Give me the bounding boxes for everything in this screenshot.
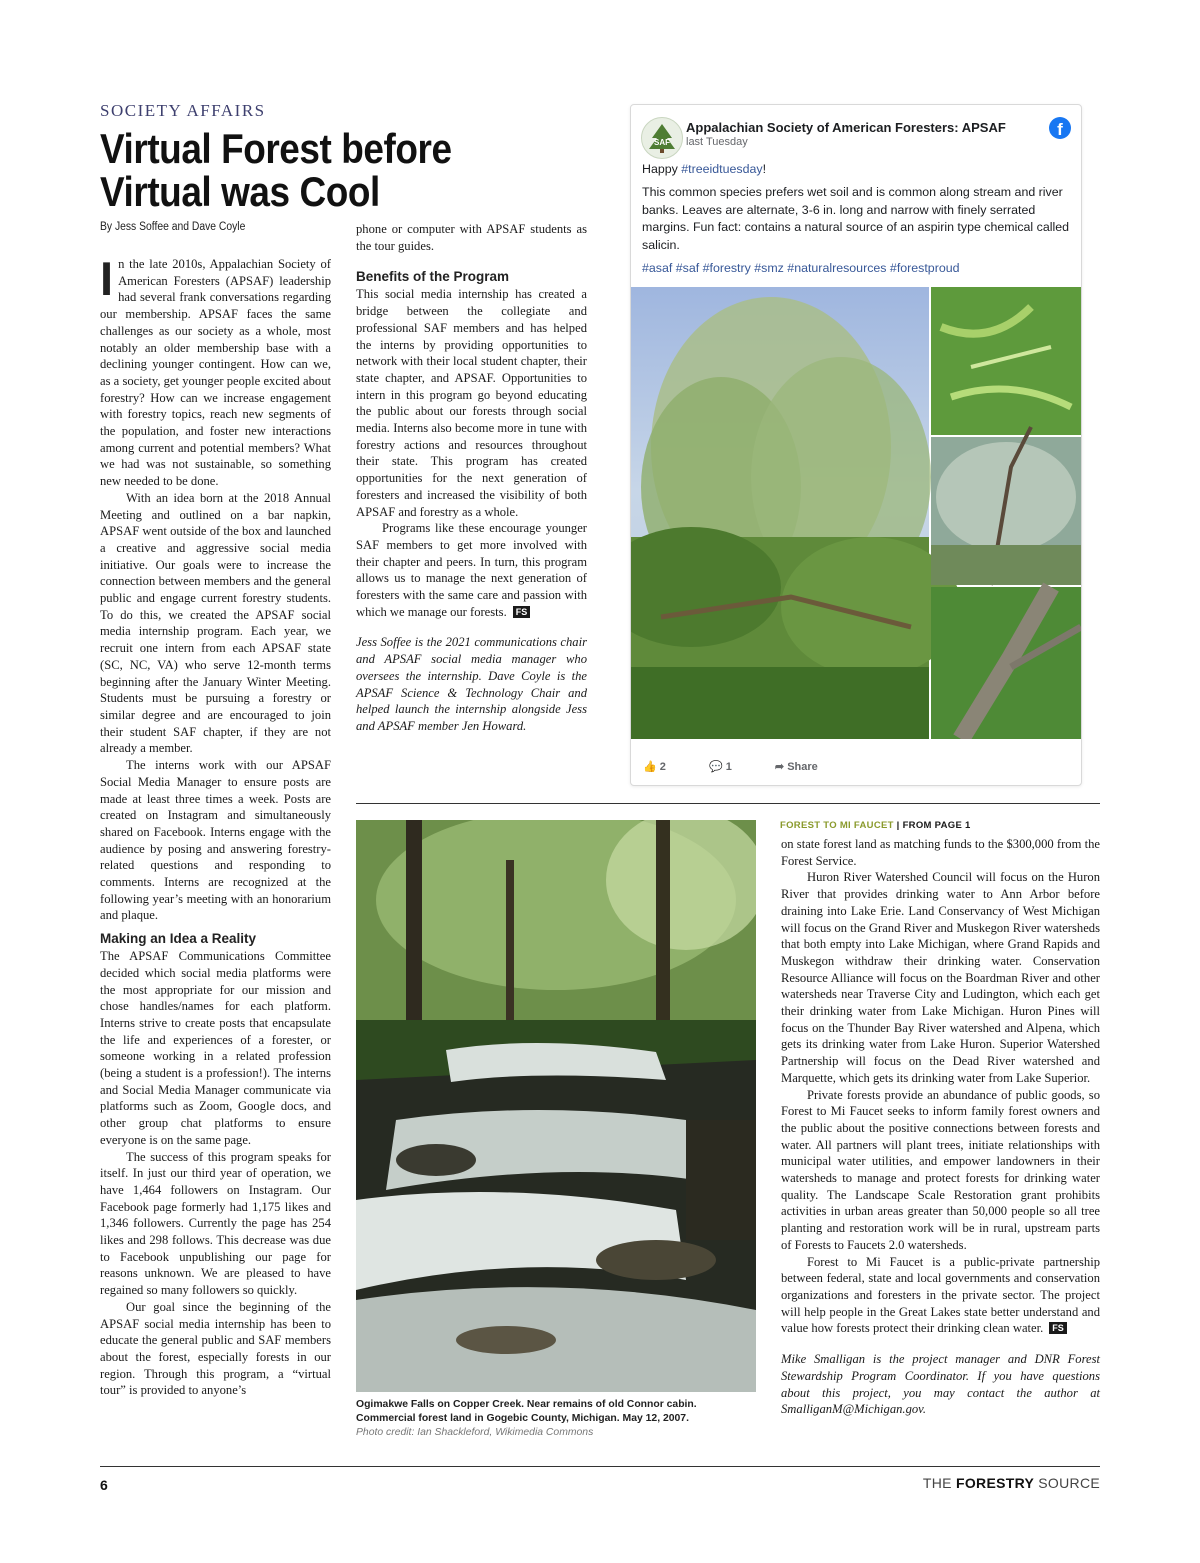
article-paragraph: Private forests provide an abundance of public goods, so Forest to Mi Faucet seeks to inform family forest owners and the public about the positive connections between forests and water. All partners will plant trees, initiate relationships with municipal water utilities, and empower landowners in their watersheds to manage and protect forests for drinking water quality. The Landscape Scale Restoration grant prohibits activities in urban areas greater than 50,000 people so all tree planting and restoration work will be in rural, upstream parts of Forests to Faucets 2.0 watersheds. bbox=[781, 1087, 1100, 1252]
article-column-1 bbox=[100, 252, 331, 1399]
facebook-icon: f bbox=[1049, 117, 1071, 139]
article-paragraph: The interns work with our APSAF Social Media Manager to ensure posts are made at least three times a week. Posts are created on Instagram and simultaneously shared on Facebook. Interns engage with the audience by posing and answering forestry-related questions and responding to comments. Interns are recognized at the following year’s meeting with an honorarium and plaque. bbox=[100, 758, 331, 923]
jump-header: FOREST TO MI FAUCET | FROM PAGE 1 bbox=[780, 820, 971, 831]
article-paragraph: phone or computer with APSAF students as the tour guides. bbox=[356, 222, 587, 253]
fb-post-body: This common species prefers wet soil and is common along stream and river banks. Leaves are alternate, 3-6 in. long and narrow with finely serrated margins. Fun fact: contains a natural source of an aspirin type chemical called salicin. bbox=[642, 185, 1070, 252]
fb-photo-collage[interactable] bbox=[631, 287, 1081, 739]
fb-timestamp[interactable]: last Tuesday bbox=[686, 136, 748, 148]
section-kicker: SOCIETY AFFAIRS bbox=[100, 101, 266, 120]
article-paragraph: Huron River Watershed Council will focus on the Huron River that provides drinking water to Ann Arbor before draining into Lake Erie. Land Conservancy of West Michigan will focus on the Grand River and Muskegon River watersheds that both empty into Lake Michigan, where Grand Rapids and Muskegon withdraw their drinking water. Conservation Resource Alliance will focus on the Boardman River and other watersheds near Traverse City and Ludington, which each get their drinking water from Lake Michigan. Huron Pines will focus on the Thunder Bay River watershed and Alpena, which gets its drinking water from Lake Huron. Superior Watershed Partnership will focus on the Dead River watershed and Marquette, which gets its drinking water from Lake Superior. bbox=[781, 870, 1100, 1085]
jump-story-label: FOREST TO MI FAUCET bbox=[780, 820, 894, 831]
article-headline: Virtual Forest before Virtual was Cool bbox=[100, 125, 452, 215]
author-bio: Jess Soffee is the 2021 communications chair and APSAF social media manager who oversees the internship. Dave Coyle is the APSAF Science & Technology Chair and helped launch the internship alongside Jess and APSAF member Jen Howard. bbox=[356, 635, 587, 733]
fb-post-text: Happy #treeidtuesday! This common species prefers wet soil and is common along stream and river banks. Leaves are alternate, 3-6 in. long and narrow with finely serrated margins. Fun fact: contains a natural source of an aspirin type chemical called salicin. #asaf #saf #forestry #smz #naturalresources #forestproud bbox=[642, 161, 1070, 283]
fb-page-name[interactable]: Appalachian Society of American Foresters: APSAF bbox=[686, 120, 1006, 135]
publication-name: THE FORESTRY SOURCE bbox=[922, 1475, 1100, 1491]
article-column-2 bbox=[356, 221, 587, 735]
article-paragraph: on state forest land as matching funds to the $300,000 from the Forest Service. bbox=[781, 837, 1100, 868]
article-paragraph: This social media internship has created a bridge between the collegiate and professional SAF members and has helped the interns by providing opportunities to network with their local student chapter, their state chapter, and APSAF. Opportunities to intern in this program go beyond educating the public about our forests through social media. Interns also become more in tune with forestry actions and resources throughout their state. This program has created opportunities for the next generation of foresters and increased the visibility of both APSAF and forestry as a whole. bbox=[356, 287, 587, 519]
fs-end-mark: FS bbox=[1049, 1322, 1067, 1334]
facebook-post bbox=[630, 104, 1082, 786]
continued-column bbox=[781, 836, 1100, 1418]
article-paragraph: Forest to Mi Faucet is a public-private partnership between federal, state and local governments and conservation organizations and foresters in the private sector. The project will help people in the Great Lakes state better understand and value how forests protect their drinking clean water. FS bbox=[781, 1254, 1100, 1336]
article-paragraph: Our goal since the beginning of the APSAF social media internship has been to educate the general public and SAF members about the forest, especially forests in our region. Through this program, a “virtual tour” is provided to anyone’s bbox=[100, 1299, 331, 1398]
svg-text:SAF: SAF bbox=[654, 138, 670, 147]
author-bio: Mike Smalligan is the project manager and DNR Forest Stewardship Program Coordinator. If you have questions about this project, you may contact the author at SmalliganM@Michigan.gov. bbox=[781, 1352, 1100, 1417]
article-paragraph: The success of this program speaks for itself. In just our third year of operation, we have 1,464 followers on Instagram. Our Facebook page formerly had 1,175 likes and 1,346 followers. Currently the page has 254 likes and 298 follows. This decrease was due to Facebook unpublishing our page for reasons unknown. We are pleased to have regained so many followers so quickly. bbox=[100, 1149, 331, 1298]
article-paragraph: The APSAF Communications Committee decided which social media platforms were the most appropriate for our mission and chose handles/names for each platform. Interns strive to create posts that encapsulate the life and experiences of a forester, or someone working in a related profession (being a student is a profession!). The interns and Social Media Manager communicate via platforms such as Zoom, Google docs, and other group chat platforms to ensure everyone is on the same page. bbox=[100, 949, 331, 1147]
footer-rule bbox=[100, 1466, 1100, 1467]
photo-credit: Photo credit: Ian Shackleford, Wikimedia Commons bbox=[356, 1427, 594, 1439]
fb-hashtag-link[interactable]: #treeidtuesday bbox=[681, 162, 763, 176]
comment-count[interactable]: 💬 1 bbox=[708, 761, 732, 773]
byline: By Jess Soffee and Dave Coyle bbox=[100, 221, 246, 233]
fb-action-bar bbox=[643, 760, 858, 773]
subheading: Benefits of the Program bbox=[356, 269, 510, 285]
like-count[interactable]: 👍 2 bbox=[643, 761, 666, 773]
subheading: Making an Idea a Reality bbox=[100, 931, 257, 947]
page-number: 6 bbox=[100, 1477, 108, 1493]
article-paragraph: In the late 2010s, Appalachian Society of American Foresters (APSAF) leadership had several frank conversations regarding our membership. APSAF faces the same challenges as our society as a whole, most notably an older membership base with a declining younger contingent. How can we, as a society, get younger people excited about forestry? How can we increase engagement with forestry topics, reach new segments of the population, and foster new interactions among current and potential members? What we had was not sustainable, so something new needed to be done. bbox=[100, 252, 331, 489]
article-paragraph: Programs like these encourage younger SAF members to get more involved with their chapter and peers. In turn, this program allows us to manage the next generation of foresters with the same care and passion with which we manage our forests. FS bbox=[356, 521, 587, 619]
share-button[interactable]: ➦ Share bbox=[774, 761, 818, 773]
photo-caption: Ogimakwe Falls on Copper Creek. Near remains of old Connor cabin. Commercial forest land in Gogebic County, Michigan. May 12, 2007. Photo credit: Ian Shackleford, Wikimedia Commons bbox=[356, 1398, 756, 1441]
waterfall-photo bbox=[356, 820, 756, 1392]
jump-from-page: FROM PAGE 1 bbox=[902, 820, 971, 831]
fb-hashtags[interactable]: #asaf #saf #forestry #smz #naturalresources #forestproud bbox=[642, 261, 960, 276]
section-divider bbox=[356, 803, 1100, 804]
article-paragraph: With an idea born at the 2018 Annual Meeting and outlined on a bar napkin, APSAF went outside of the box and launched a creative and aggressive social media initiative. Our goals were to increase the connection between members and the general public and engage current forestry students. To do this, we created the APSAF social media internship program. Each year, we recruit one intern from each APSAF state (SC, NC, VA) who serve 12-month terms beginning after the January Winter Meeting. Students must be pursuing a forestry or similar degree and are encouraged to join their student SAF chapter, if they are not already a member. bbox=[100, 490, 331, 756]
apsaf-logo bbox=[641, 117, 683, 159]
saf-logo-icon bbox=[642, 118, 682, 158]
fs-end-mark: FS bbox=[513, 606, 531, 618]
drop-cap: I bbox=[100, 252, 114, 305]
